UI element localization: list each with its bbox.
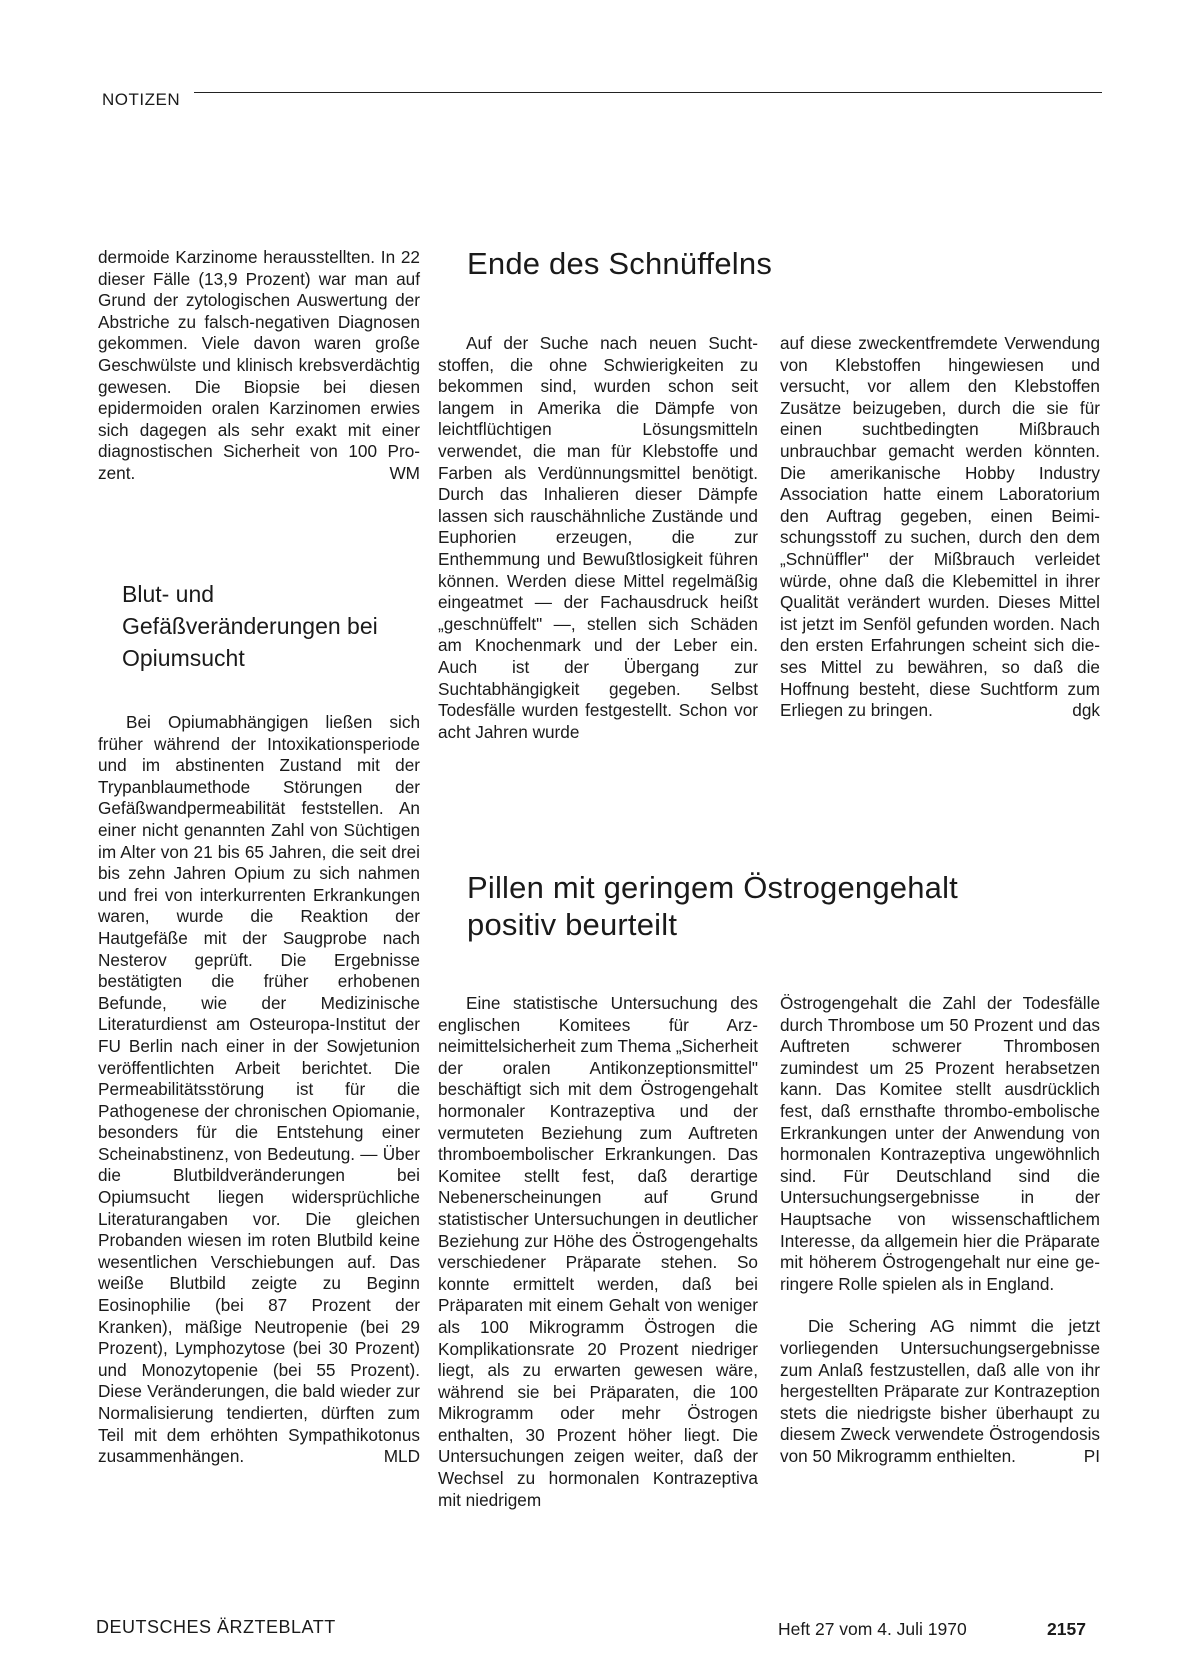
signature: dgk [1072, 700, 1100, 721]
pillen-col-1 [438, 993, 758, 1511]
article-body: Die Schering AG nimmt die jetzt vorliegenden Untersuchungsergebnisse zum Anlaß festzustellen, daß alle von ihr hergestellten Präparate zur Kontrazeption stets die niedrigste bisher überhaupt zu diesem Zweck verwendete Östrogendosis von 50 Mikrogramm enthielten. PI [780, 1316, 1100, 1466]
continued-text: dermoide Karzinome herausstellten. In 22 dieser Fälle (13,9 Prozent) war man auf Grund der zytologischen Auswertung der Abstriche zu falsch-negativen Diagnosen gekommen. Viele davon waren große Geschwülste und klinisch krebsverdächtig gewesen. Die Biopsie bei diesen epidermoiden oralen Karzinomen erwies sich dagegen als sehr exakt mit einer diagnostischen Sicherheit von 100 Prozent. WM [98, 247, 420, 483]
article-body: Eine statistische Untersuchung des englischen Komitees für Arzneimittelsicherheit zum Thema „Sicherheit der oralen Antikonzeptionsmittel" beschäftigt sich mit dem Östrogengehalt hormonaler Kontrazeptiva und der vermuteten Beziehung zum Auftreten thromboembolischer Erkrankungen. Das Komitee stellt fest, daß derartige Nebenerscheinungen auf Grund statistischer Untersuchungen in deutlicher Beziehung zur Höhe des Östrogengehalts verschiedener Präparate stehen. So konnte ermittelt werden, daß bei Präparaten mit einem Gehalt von weniger als 100 Mikrogramm Östrogen die Komplikationsrate 20 Prozent niedriger liegt, als zu erwarten gewesen wäre, während sie bei Präparaten, die 100 Mikrogramm oder mehr Östrogen enthalten, 30 Prozent höher liegt. Die Untersuchungen zeigen weiter, daß der Wechsel zu hormonalen Kontrazeptiva mit niedrigem [438, 993, 758, 1510]
article-title [467, 869, 1087, 943]
signature: MLD [383, 1446, 420, 1467]
article-title: Blut- und Gefäßveränderungen bei Opiumsucht [122, 581, 378, 671]
issue-info: Heft 27 vom 4. Juli 1970 [778, 1619, 967, 1639]
signature: WM [389, 462, 420, 483]
article-body: Auf der Suche nach neuen Suchtstoffen, die ohne Schwierigkeiten zu bekommen sind, wurden schon seit langem in Amerika die Dämpfe von leichtflüchtigen Lösungsmitteln verwendet, die man für Klebstoffe und Farben als Verdünnungsmittel benötigt. Durch das Inhalieren dieser Dämpfe lassen sich rauschähnliche Zustände und Euphorien erzeugen, die zur Enthemmung und Bewußtlosigkeit führen können. Werden diese Mittel regelmäßig eingeatmet — der Fachausdruck heißt „geschnüffelt" —, stellen sich Schäden am Knochenmark und der Leber ein. Auch ist der Übergang zur Suchtabhängigkeit gegeben. Selbst Todesfälle wurden festgestellt. Schon vor acht Jahren wurde [438, 333, 758, 742]
left-column [98, 247, 420, 485]
article-body: auf diese zweckentfremdete Verwendung von Klebstoffen hingewiesen und versucht, vor allem den Klebstoffen Zusätze beizugeben, durch die sie für einen suchtbedingten Mißbrauch unbrauchbar gemacht werden könnten. Die amerikanische Hobby Industry Association hatte einem Laboratorium den Auftrag gegeben, einen Beimischungsstoff zu suchen, durch den dem „Schnüffler" der Mißbrauch verleidet würde, ohne daß die Klebemittel in ihrer Qualität verändert wurden. Dieses Mittel ist jetzt im Senföl gefunden worden. Nach den ersten Erfahrungen scheint sich dieses Mittel zu bewähren, so daß die Hoffnung besteht, diese Suchtform zum Erliegen zu bringen. dgk [780, 333, 1100, 721]
page-number: 2157 [1047, 1619, 1086, 1639]
article-body: Östrogengehalt die Zahl der Todesfälle durch Thrombose um 50 Prozent und das Auftreten schwerer Thrombosen zumindest um 25 Prozent herabsetzen kann. Das Komitee stellt ausdrücklich fest, daß ernsthafte thrombo-embolische Erkrankungen unter der Anwendung von hormonalen Kontrazeptiva ungewöhnlich sind. Für Deutschland sind die Untersuchungsergebnisse in der Hauptsache von wissenschaftlichem Interesse, da allgemein hier die Präparate mit höherem Östrogengehalt nur eine geringere Rolle spielen als in England. [780, 993, 1100, 1294]
schnueffeln-col-1 [438, 333, 758, 743]
journal-name: DEUTSCHES ÄRZTEBLATT [96, 1617, 336, 1637]
header-rule [194, 92, 1102, 93]
article-title-line-2: positiv beurteilt [467, 907, 678, 942]
article-body: Bei Opiumabhängigen ließen sich früher während der Intoxikationsperiode und im abstinenten Zustand mit der Trypanblaumethode Störungen der Gefäßwandpermeabilität feststellen. An einer nicht genannten Zahl von Süchtigen im Alter von 21 bis 65 Jahren, die seit drei bis zehn Jahren Opium zu sich nahmen und frei von interkurrenten Erkrankungen waren, wurde die Reaktion der Hautgefäße mit der Saugprobe nach Nesterov geprüft. Die Ergebnisse bestätigten die früher erhobenen Befunde, wie der Medizinische Literaturdienst am Osteuropa-Institut der FU Berlin nach einer in der Sowjetunion veröffentlichten Arbeit berichtet. Die Permeabilitätsstörung ist für die Pathogenese der chronischen Opiomanie, besonders für die Entstehung einer Scheinabstinenz, von Bedeutung. — Über die Blutbildveränderungen bei Opiumsucht liegen widersprüchliche Literaturangaben vor. Die gleichen Probanden wiesen im roten Blutbild keine wesentlichen Verschiebungen auf. Das weiße Blutbild zeigte zu Beginn Eosinophilie (bei 87 Prozent der Kranken), mäßige Neutropenie (bei 29 Prozent), Lymphozytose (bei 30 Prozent) und Monozytopenie (bei 55 Prozent). Diese Veränderungen, die bald wieder zur Normalisierung tendierten, dürften zum Teil mit dem erhöhten Sympathikotonus zusammenhängen. MLD [98, 712, 420, 1467]
article-title: Ende des Schnüffelns [467, 246, 773, 281]
signature: PI [1083, 1445, 1100, 1466]
pillen-col-2 [780, 993, 1100, 1467]
article-title-line-1: Pillen mit geringem Östrogengehalt [467, 870, 958, 905]
left-article-body [98, 712, 420, 1468]
section-label: NOTIZEN [102, 90, 181, 109]
schnueffeln-col-2 [780, 333, 1100, 722]
